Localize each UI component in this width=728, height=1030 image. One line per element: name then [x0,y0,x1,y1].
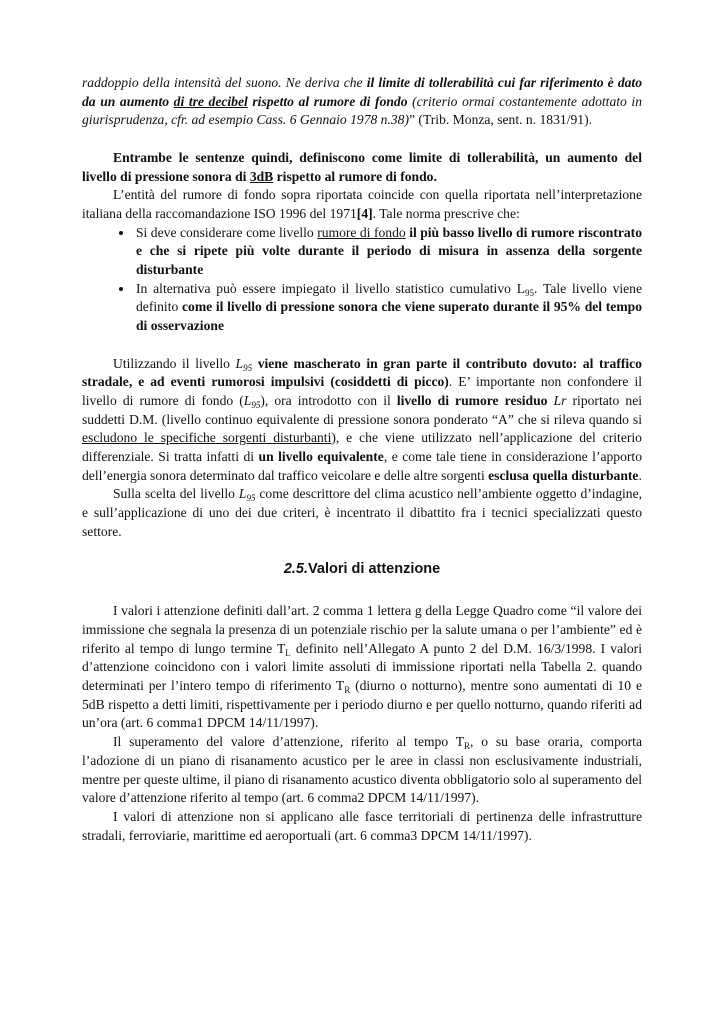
three-decibel-text: di tre decibel [173,93,248,109]
tolerability-limit-text: il limite di tollerabilità cui far riferimento è dato da un aumento [82,75,642,109]
iso-end-text: . Tale norma prescrive che: [372,205,520,221]
paragraph-valori-attenzione: I valori i attenzione definiti dall’art. 2 comma 1 lettera g della Legge Quadro come “il valore dei immissione che segnala la presenza di un potenziale rischio per la salute umana o per l’ambiente” ed è riferito al tempo di lungo termine $T_L$ definito nell’Allegato A punto 2 del D.M. 16/3/1998. I valori d’attenzione coincidono con i valori limite assoluti di immissione riportati nella Tabella 2. quando determinati per l’intero tempo di riferimento $T_R$ (diurno o notturno), mentre sono aumentati di 10 e 5dB rispetto a detti limiti, rispettivamente per i periodo diurno e per quello notturno, quando riferiti ad un’ora (art. 6 comma1 DPCM 14/11/1997). [82,603,642,731]
quote-text: raddoppio della intensità del suono. Ne deriva che [82,75,367,90]
paragraph-iso-1996 [82,186,642,223]
paragraph-superamento: Il superamento del valore d’attenzione, riferito al tempo $T_R$, o su base oraria, comporta l’adozione di un piano di risanamento acustico per le aree in classi non esclusivamente industriali, mentre per queste ultime, il piano di risanamento acustico diventa obbligatorio solo al superamento del valore d’attenzione riferito al tempo (art. 6 comma2 DPCM 14/11/1997). [82,734,642,806]
iso-text: L’entità del rumore di fondo sopra riportata coincide con quella riportata nell’interpretazione italiana della raccomandazione ISO 1996 del 1971 [82,187,642,221]
section-number: 2.5. [283,560,309,577]
bullet-list [82,224,642,336]
list-item: • Si deve considerare come livello rumore di fondo il più basso livello di rumore riscontrato e che si ripete più volte durante il periodo di misura in assenza della sorgente disturbante [134,224,642,280]
three-db-text: 3dB [249,168,274,184]
document-page [82,74,642,845]
citation-text: ” (Trib. Monza, sent. n. 1831/91). [409,112,592,128]
section-title: Valori di attenzione [308,560,441,577]
summary-end-text: rispetto al rumore di fondo. [273,168,437,184]
paragraph-infrastrutture: I valori di attenzione non si applicano alle fasce territoriali di pertinenza delle infrastrutture stradali, ferroviarie, marittime ed aeroportuali (art. 6 comma3 DPCM 14/11/1997). [82,808,642,843]
list-item: • In alternativa può essere impiegato il livello statistico cumulativo $L_{95}$. Tale livello viene definito come il livello di pressione sonora che viene superato durante il 95% del tempo di osservazione [134,280,642,336]
paragraph-sentenza-quote [82,74,642,130]
paragraph-scelta-livello: Sulla scelta del livello $L_{95}$ come descrittore del clima acustico nell’ambiente oggetto d’indagine, e sull’applicazione di uno dei due criteri, è incentrato il dibattito fra i tecnici specializzati questo settore. [82,486,642,539]
paragraph-sentenze-summary [82,149,642,186]
summary-text: Entrambe le sentenze quindi, definiscono come limite di tollerabilità, un aumento del livello di pressione sonora di [82,149,642,184]
criterion-note-text: (criterio ormai costantemente adottato in giurisprudenza, cfr. ad esempio Cass. 6 Gennaio 1978 n.38) [82,93,642,128]
background-noise-text: rispetto al rumore di fondo [247,93,408,109]
section-heading [82,560,642,579]
rumore-di-fondo-text: rumore di fondo [317,224,406,240]
reference-4: [4] [356,205,373,221]
paragraph-l95: Utilizzando il livello $L_{95}$ viene mascherato in gran parte il contributo dovuto: al traffico stradale, e ad eventi rumorosi impulsivi (cosiddetti di picco). E’ importante non confondere il livello di rumore di fondo $(L_{95})$, ora introdotto con il livello di rumore residuo Lr riportato nei suddetti D.M. (livello continuo equivalente di pressione sonora ponderato “A” che si rileva quando si escludono le specifiche sorgenti disturbanti), e che viene utilizzato nell’applicazione del criterio differenziale. Si tratta infatti di un livello equivalente, e come tale tiene in considerazione l’apporto dell’energia sonora determinato dal traffico veicolare e delle altre sorgenti esclusa quella disturbante. [82,355,643,483]
